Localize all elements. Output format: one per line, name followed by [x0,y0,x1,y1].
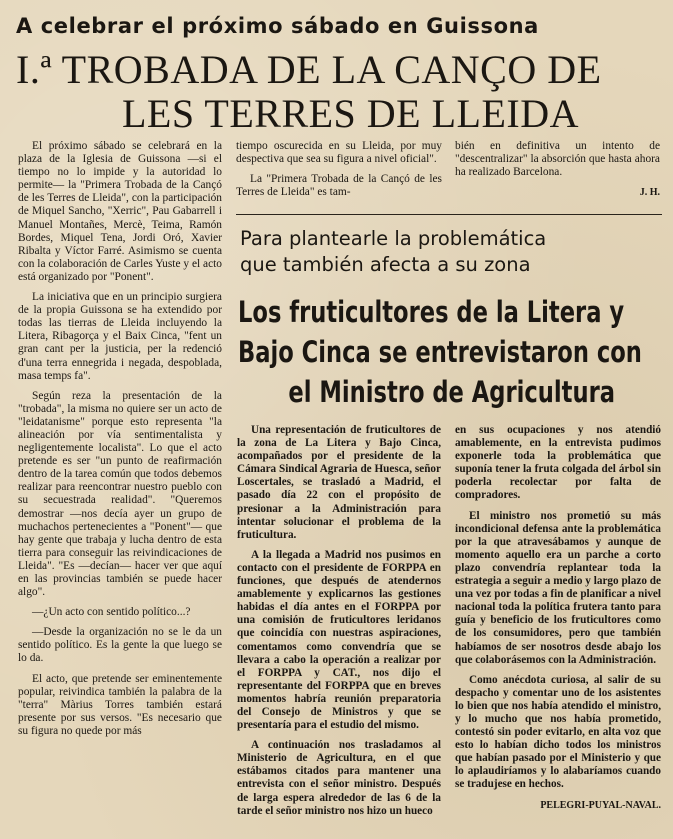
paragraph: Una representación de fruticultores de la zona de La Litera y Bajo Cinca, acompañados por el presidente de la Cámara Sindical Agraria de Huesca, señor Loscertales, se trasladó a Madrid, el pasado día 22 con el propósito de presionar a la Administración para intentar solucionar el problema de la fruticultura. [237,424,441,541]
paragraph: El próximo sábado se celebrará en la plaza de la Iglesia de Guissona —si el tiempo no lo impide y la autoridad lo permite— la "Primera Trobada de la Cançó de les Terres de Lleida", con la participación de Miquel Sancho, "Xerric", Pau Gabarrell i Manuel Montañes, Mercè, Teima, Ramón Bordes, Miquel Tena, Jordi Oró, Xavier Ribalta y Víctor Farré. Asimismo se cuenta con la colaboración de Carles Yuste y el acto está organizado por "Ponent". [18,140,222,283]
paragraph: El acto, que pretende ser eminentemente popular, reivindica también la palabra de la "terra" Màrius Torres también estará presente por sus versos. "Es necesario que su figura no quede por más [18,672,222,737]
article2-headline-line3: el Ministro de Agricultura [288,375,615,409]
paragraph: —Desde la organización no se le da un sentido político. Es la gente la que luego se lo da. [18,626,222,665]
subheadline-line1: Para plantearle la problemática [240,227,547,250]
kicker-headline: A celebrar el próximo sábado en Guissona [16,14,539,38]
article1-column3 [455,140,660,206]
article2-headline-line1: Los fruticultores de la Litera y [238,295,625,329]
section-divider [236,214,662,215]
article2-signature: PELEGRI-PUYAL-NAVAL. [540,799,661,811]
article2-headline-line2: Bajo Cinca se entrevistaron con [238,335,642,369]
article2-subheadline [240,226,660,278]
paragraph: A la llegada a Madrid nos pusimos en contacto con el presidente de FORPPA en funciones, que después de atendernos amablemente y explicarnos las gestiones habidas el día antes en el FORPPA por una comisión de fruticultores leridanos que coincidía con nuestras aspiraciones, comentamos como convendría que se llevara a cabo la operación a realizar por el FORPPA y CAT., nos dijo el representante del FORPPA que en breves momentos habría reunión preparatoria del Consejo de Ministros y que se presentaría para el estudio del mismo. [237,548,441,732]
main-headline-line1: I.ª TROBADA DE LA CANÇO DE [16,47,602,92]
paragraph: El ministro nos prometió su más incondicional defensa ante la problemática por la que atravesábamos y aunque de momento aquello era un parche a corto plazo convendría replantear toda la estrategia a seguir a medio y largo plazo de una vez por todas a fin de planificar a nivel nacional toda la política frutera tanto para guía y beneficio de los fruticultores como de los consumidores, pero que también habíamos de ser nosotros desde abajo los que colaborásemos con la Administración. [455,509,661,666]
article2-headline [238,292,642,412]
paragraph: en sus ocupaciones y nos atendió amablemente, en la entrevista pudimos exponerle toda la problemática que suponía tener la fruta colgada del árbol sin poderla recolectar por falta de compradores. [455,424,661,502]
paragraph: tiempo oscurecida en su Lleida, por muy despectiva que sea su figura a nivel oficial". [236,140,442,166]
article2-column1 [237,424,441,836]
main-headline-line2: LES TERRES DE LLEIDA [122,91,580,136]
article1-signature: J. H. [639,187,660,199]
article2-column2 [455,424,661,836]
paragraph: La "Primera Trobada de la Cançó de les Terres de Lleida" es tam- [236,173,442,199]
paragraph: Como anécdota curiosa, al salir de su despacho y comentar uno de los asistentes lo bien que nos había atendido el ministro, y lo mucho que nos había prometido, contestó sin poder evitarlo, en alta voz que esto lo habían dicho todos los ministros que habían pasado por el Ministerio y que lo aplaudiríamos y lo alabaríamos cuando se tradujese en hechos. [455,673,661,791]
paragraph: —¿Un acto con sentido político...? [32,606,191,619]
paragraph: A continuación nos trasladamos al Ministerio de Agricultura, en el que estábamos citados para mantener una entrevista con el señor ministro. Después de larga espera alrededor de las 6 de la tarde el señor ministro nos hizo un hueco [237,739,441,817]
paragraph: La iniciativa que en un principio surgiera de la propia Guissona se ha extendido por todas las tierras de Lleida incluyendo la Litera, Ribagorça y el Baix Cinca, "fent un gran cant per la justicia, per la redenció d'una terra ennegrida i negada, despoblada, masa temps fa". [18,291,222,382]
main-headline [14,48,664,136]
subheadline-line2: que también afecta a su zona [240,253,531,276]
article1-column1 [18,140,222,835]
paragraph: Según reza la presentación de la "trobada", la misma no quiere ser un acto de "leidatanisme" porque esto representa "la alineación por vía sentimentalista y negligentemente localista". Lo que el acto pretende es ser "un punto de reafirmación dentro de la tarea común que todos debemos realizar para reencontrar nuestro pueblo con su secuestrada realidad". "Queremos demostrar —nos decía ayer un grupo de muchachos pertenecientes a "Ponent"— que hay gente que trabaja y lucha dentro de esta tierra para conseguir las reivindicaciones de Lleida". "Es —decían— hacer ver que aquí en las provincias también se puede hacer algo". [18,389,222,599]
paragraph: bién en definitiva un intento de "descentralizar" la absorción que hasta ahora ha realizado Barcelona. [455,140,660,179]
article1-column2 [236,140,442,206]
